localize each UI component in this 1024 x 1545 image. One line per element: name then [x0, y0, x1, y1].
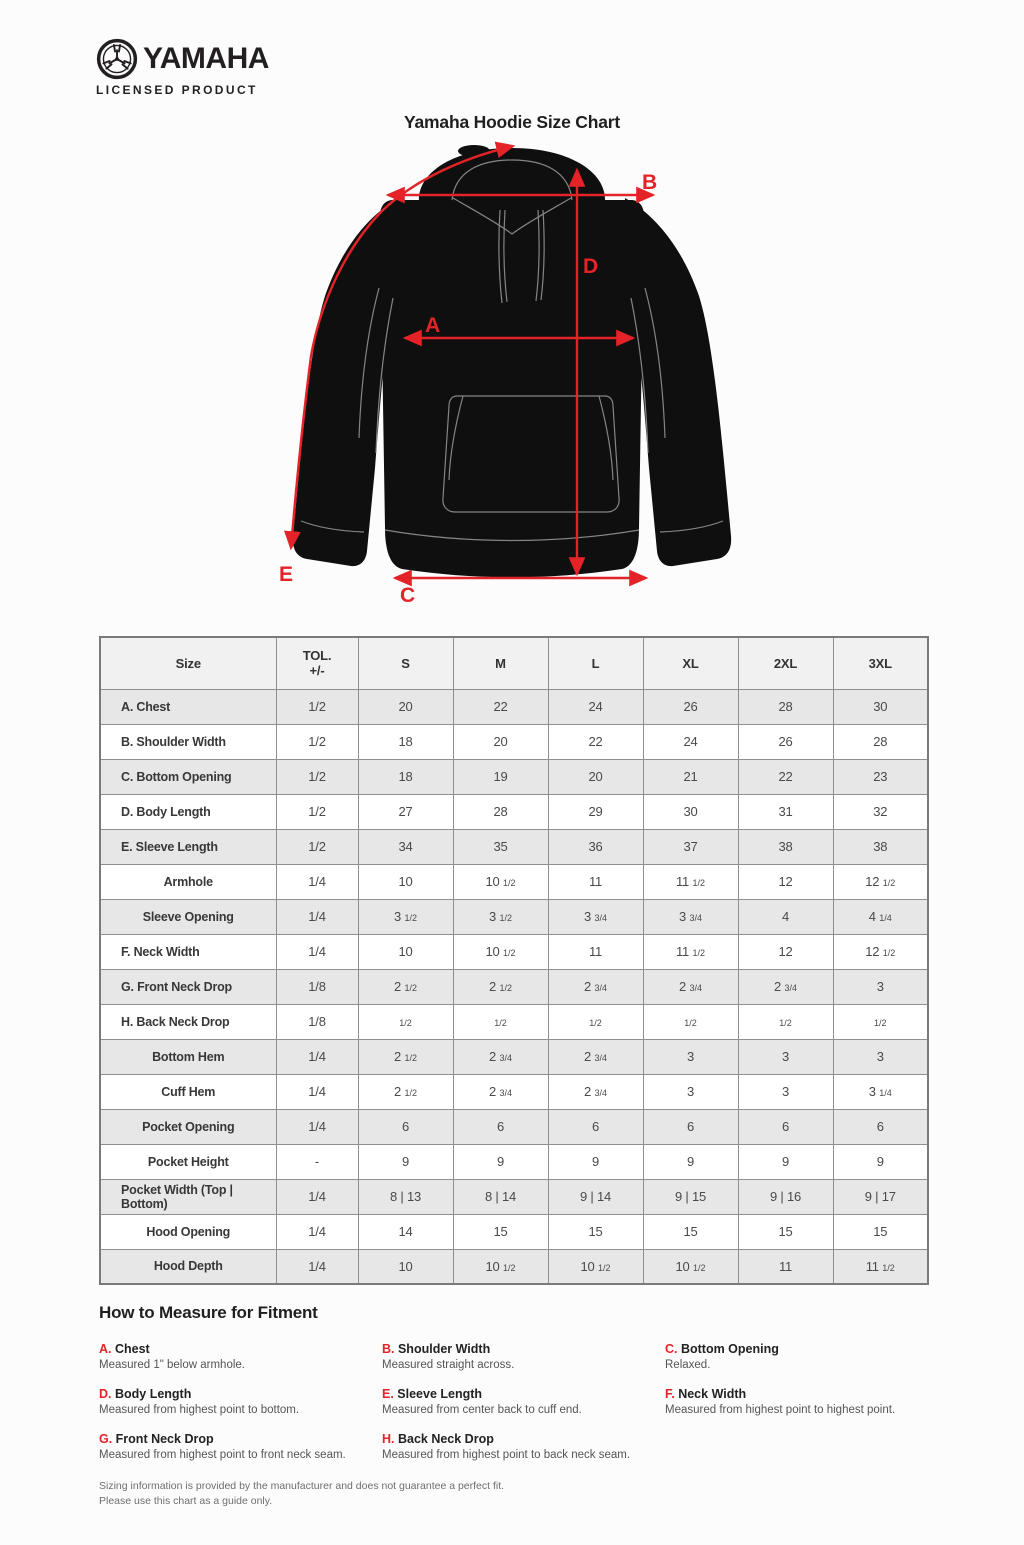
- size-value-cell: 8 | 13: [358, 1179, 453, 1214]
- size-value-cell: 6: [833, 1109, 928, 1144]
- licensed-product-label: LICENSED PRODUCT: [96, 83, 258, 97]
- size-value-cell: 24: [548, 689, 643, 724]
- size-value-cell: 6: [548, 1109, 643, 1144]
- measure-item-description: Measured from highest point to front neck seam.: [99, 1449, 346, 1461]
- fraction-value: 1/2: [882, 1262, 895, 1273]
- fraction-value: 1/2: [404, 913, 417, 923]
- measure-item-title: F. Neck Width: [665, 1387, 747, 1401]
- size-value-cell: 27: [358, 794, 453, 829]
- how-to-measure-section: [99, 1303, 959, 1463]
- measure-item-description: Measured from center back to cuff end.: [382, 1404, 582, 1416]
- size-value-cell: 2 1/2: [358, 1039, 453, 1074]
- disclaimer-line-1: Sizing information is provided by the manufacturer and does not guarantee a perfect fit.: [99, 1480, 505, 1492]
- measure-item-title: A. Chest: [99, 1342, 150, 1356]
- measure-item-letter: E.: [382, 1387, 394, 1401]
- size-value-cell: 3: [643, 1074, 738, 1109]
- size-table-body: [100, 689, 928, 1284]
- measure-item-title: D. Body Length: [99, 1387, 192, 1401]
- fraction-value: 1/2: [692, 948, 706, 958]
- table-row: [100, 969, 928, 1004]
- size-value-cell: 3 1/4: [833, 1074, 928, 1109]
- size-value-cell: 15: [738, 1214, 833, 1249]
- size-value-cell: 11: [738, 1249, 833, 1284]
- size-value-cell: 28: [738, 689, 833, 724]
- row-label: Bottom Hem: [100, 1039, 276, 1074]
- tolerance-cell: -: [276, 1144, 358, 1179]
- size-value-cell: [548, 1004, 643, 1039]
- fraction-value: 1/2: [873, 1018, 887, 1028]
- size-value-cell: 2 3/4: [738, 969, 833, 1004]
- measure-item: [382, 1342, 665, 1373]
- size-value-cell: [738, 1004, 833, 1039]
- measure-item: [665, 1342, 948, 1373]
- table-row: [100, 899, 928, 934]
- fraction-value: 3/4: [594, 913, 607, 923]
- column-header: 3XL: [833, 637, 928, 689]
- row-label: Hood Opening: [100, 1214, 276, 1249]
- size-value-cell: 26: [643, 689, 738, 724]
- size-value-cell: 6: [643, 1109, 738, 1144]
- size-value-cell: [833, 1004, 928, 1039]
- size-value-cell: 12: [738, 864, 833, 899]
- measure-item-description: Measured 1" below armhole.: [99, 1359, 245, 1371]
- size-value-cell: 30: [833, 689, 928, 724]
- measure-item: [99, 1342, 382, 1373]
- size-table-header: [100, 637, 928, 689]
- size-value-cell: 23: [833, 759, 928, 794]
- section-heading: How to Measure for Fitment: [99, 1303, 318, 1322]
- fraction-value: 1/2: [882, 948, 896, 958]
- fraction-value: 3/4: [689, 913, 702, 923]
- diagram-label-a: A: [425, 314, 441, 337]
- tolerance-cell: 1/4: [276, 1249, 358, 1284]
- yamaha-logo: [96, 38, 269, 97]
- fraction-value: 1/2: [494, 1018, 507, 1028]
- fraction-value: 1/2: [779, 1018, 792, 1028]
- tolerance-cell: 1/8: [276, 1004, 358, 1039]
- measure-item-title: H. Back Neck Drop: [382, 1432, 494, 1446]
- size-value-cell: 11 1/2: [643, 934, 738, 969]
- measure-item-letter: F.: [665, 1387, 675, 1401]
- size-value-cell: 21: [643, 759, 738, 794]
- size-value-cell: 15: [453, 1214, 548, 1249]
- measure-item-title: C. Bottom Opening: [665, 1342, 779, 1356]
- size-value-cell: 20: [358, 689, 453, 724]
- size-value-cell: 34: [358, 829, 453, 864]
- size-value-cell: 3 1/2: [358, 899, 453, 934]
- size-value-cell: 3: [643, 1039, 738, 1074]
- size-value-cell: 11: [548, 864, 643, 899]
- tolerance-cell: 1/4: [276, 1179, 358, 1214]
- row-label: E. Sleeve Length: [100, 829, 276, 864]
- size-value-cell: 10: [358, 1249, 453, 1284]
- page-title: Yamaha Hoodie Size Chart: [404, 112, 620, 132]
- measure-item-description: Measured straight across.: [382, 1359, 515, 1371]
- row-label: D. Body Length: [100, 794, 276, 829]
- size-value-cell: 9 | 14: [548, 1179, 643, 1214]
- size-value-cell: 19: [453, 759, 548, 794]
- size-value-cell: 10 1/2: [643, 1249, 738, 1284]
- size-value-cell: 3: [833, 1039, 928, 1074]
- fraction-value: 1/2: [502, 878, 516, 888]
- size-value-cell: 20: [548, 759, 643, 794]
- size-value-cell: 6: [453, 1109, 548, 1144]
- size-value-cell: 26: [738, 724, 833, 759]
- size-value-cell: 2 3/4: [453, 1074, 548, 1109]
- fraction-value: 1/2: [692, 1262, 706, 1273]
- size-value-cell: 36: [548, 829, 643, 864]
- size-value-cell: 10 1/2: [453, 1249, 548, 1284]
- row-label: A. Chest: [100, 689, 276, 724]
- measure-item-letter: C.: [665, 1342, 678, 1356]
- size-value-cell: 32: [833, 794, 928, 829]
- measure-item-letter: H.: [382, 1432, 395, 1446]
- row-label: B. Shoulder Width: [100, 724, 276, 759]
- size-value-cell: 2 3/4: [548, 969, 643, 1004]
- size-value-cell: 12 1/2: [833, 934, 928, 969]
- tolerance-cell: 1/4: [276, 899, 358, 934]
- column-header: XL: [643, 637, 738, 689]
- size-value-cell: 18: [358, 759, 453, 794]
- size-value-cell: 15: [548, 1214, 643, 1249]
- size-value-cell: 15: [643, 1214, 738, 1249]
- size-value-cell: 14: [358, 1214, 453, 1249]
- tolerance-cell: 1/2: [276, 724, 358, 759]
- size-value-cell: 3 1/2: [453, 899, 548, 934]
- fraction-value: 1/4: [879, 913, 892, 923]
- fraction-value: 1/2: [684, 1018, 697, 1028]
- footer-disclaimer: [99, 1479, 504, 1509]
- size-value-cell: 28: [453, 794, 548, 829]
- size-value-cell: 9: [738, 1144, 833, 1179]
- size-value-cell: 4 1/4: [833, 899, 928, 934]
- size-value-cell: 12: [738, 934, 833, 969]
- fraction-value: 1/2: [404, 983, 417, 993]
- fraction-value: 1/2: [589, 1018, 602, 1028]
- size-value-cell: 38: [833, 829, 928, 864]
- table-row: [100, 864, 928, 899]
- size-value-cell: 2 3/4: [453, 1039, 548, 1074]
- row-label: Pocket Opening: [100, 1109, 276, 1144]
- size-value-cell: 28: [833, 724, 928, 759]
- table-row: [100, 1074, 928, 1109]
- fraction-value: 3/4: [594, 1053, 607, 1063]
- yamaha-tuning-fork-icon: [96, 38, 138, 80]
- fraction-value: 1/2: [692, 878, 706, 888]
- size-value-cell: 22: [453, 689, 548, 724]
- measure-item-title: B. Shoulder Width: [382, 1342, 491, 1356]
- size-value-cell: 18: [358, 724, 453, 759]
- fraction-value: 3/4: [784, 983, 797, 993]
- fraction-value: 1/2: [502, 948, 516, 958]
- table-row: [100, 934, 928, 969]
- size-value-cell: 9: [833, 1144, 928, 1179]
- measure-item: [99, 1432, 382, 1463]
- size-value-cell: 29: [548, 794, 643, 829]
- tolerance-cell: 1/2: [276, 689, 358, 724]
- fraction-value: 1/2: [597, 1262, 611, 1273]
- table-row: [100, 1179, 928, 1214]
- size-value-cell: 10: [358, 934, 453, 969]
- size-value-cell: 11 1/2: [833, 1249, 928, 1284]
- row-label: H. Back Neck Drop: [100, 1004, 276, 1039]
- size-value-cell: 10 1/2: [453, 864, 548, 899]
- column-header: L: [548, 637, 643, 689]
- table-row: [100, 1004, 928, 1039]
- size-value-cell: 37: [643, 829, 738, 864]
- size-value-cell: 10: [358, 864, 453, 899]
- hoodie-diagram-svg: [267, 138, 757, 612]
- size-value-cell: 30: [643, 794, 738, 829]
- size-value-cell: 9 | 15: [643, 1179, 738, 1214]
- measure-item-letter: D.: [99, 1387, 112, 1401]
- table-row: [100, 829, 928, 864]
- size-value-cell: 2 1/2: [358, 1074, 453, 1109]
- fraction-value: 3/4: [499, 1088, 512, 1098]
- size-value-cell: 8 | 14: [453, 1179, 548, 1214]
- column-header: Size: [100, 637, 276, 689]
- measure-item-letter: B.: [382, 1342, 395, 1356]
- size-value-cell: [643, 1004, 738, 1039]
- size-value-cell: 6: [738, 1109, 833, 1144]
- fraction-value: 1/4: [879, 1088, 892, 1098]
- row-label: Cuff Hem: [100, 1074, 276, 1109]
- size-value-cell: [453, 1004, 548, 1039]
- tolerance-cell: 1/2: [276, 759, 358, 794]
- row-label: C. Bottom Opening: [100, 759, 276, 794]
- fraction-value: 3/4: [689, 983, 702, 993]
- size-value-cell: 4: [738, 899, 833, 934]
- table-row: [100, 1109, 928, 1144]
- brand-wordmark: YAMAHA: [143, 42, 269, 75]
- size-value-cell: 11 1/2: [643, 864, 738, 899]
- column-header: TOL. +/-: [276, 637, 358, 689]
- size-value-cell: 31: [738, 794, 833, 829]
- measure-item: [382, 1432, 665, 1463]
- size-value-cell: 6: [358, 1109, 453, 1144]
- diagram-label-b: B: [642, 171, 658, 194]
- size-value-cell: 12 1/2: [833, 864, 928, 899]
- table-row: [100, 1249, 928, 1284]
- size-value-cell: 2 3/4: [548, 1039, 643, 1074]
- size-chart-table: [99, 636, 929, 1285]
- diagram-label-c: C: [400, 584, 416, 607]
- measure-item-letter: G.: [99, 1432, 113, 1446]
- size-value-cell: 3: [738, 1074, 833, 1109]
- row-label: Hood Depth: [100, 1249, 276, 1284]
- size-value-cell: 35: [453, 829, 548, 864]
- size-value-cell: 38: [738, 829, 833, 864]
- size-value-cell: 10 1/2: [548, 1249, 643, 1284]
- tolerance-cell: 1/4: [276, 934, 358, 969]
- column-header: M: [453, 637, 548, 689]
- fraction-value: 1/2: [404, 1088, 417, 1098]
- fraction-value: 1/2: [404, 1053, 417, 1063]
- measure-items-grid: [99, 1342, 959, 1463]
- table-row: [100, 724, 928, 759]
- size-value-cell: 10 1/2: [453, 934, 548, 969]
- measure-item-description: Measured from highest point to bottom.: [99, 1404, 300, 1416]
- size-value-cell: 9: [643, 1144, 738, 1179]
- fraction-value: 3/4: [499, 1053, 512, 1063]
- size-value-cell: 3 3/4: [643, 899, 738, 934]
- fraction-value: 1/2: [399, 1018, 412, 1028]
- tolerance-cell: 1/4: [276, 1214, 358, 1249]
- disclaimer-line-2: Please use this chart as a guide only.: [99, 1495, 273, 1507]
- size-value-cell: [358, 1004, 453, 1039]
- diagram-label-e: E: [279, 563, 294, 586]
- size-value-cell: 11: [548, 934, 643, 969]
- header-row: [100, 637, 928, 689]
- diagram-label-d: D: [583, 255, 599, 278]
- tolerance-cell: 1/8: [276, 969, 358, 1004]
- size-value-cell: 3: [738, 1039, 833, 1074]
- size-value-cell: 15: [833, 1214, 928, 1249]
- size-value-cell: 22: [738, 759, 833, 794]
- row-label: Pocket Height: [100, 1144, 276, 1179]
- row-label: Armhole: [100, 864, 276, 899]
- size-value-cell: 24: [643, 724, 738, 759]
- measure-item: [99, 1387, 382, 1418]
- measure-item-letter: A.: [99, 1342, 112, 1356]
- tolerance-cell: 1/2: [276, 794, 358, 829]
- hoodie-silhouette: [293, 145, 731, 577]
- table-row: [100, 794, 928, 829]
- table-row: [100, 1144, 928, 1179]
- column-header: S: [358, 637, 453, 689]
- size-value-cell: 2 3/4: [643, 969, 738, 1004]
- table-row: [100, 759, 928, 794]
- size-value-cell: 9: [358, 1144, 453, 1179]
- table-row: [100, 689, 928, 724]
- measure-item-description: Measured from highest point to back neck seam.: [382, 1449, 631, 1461]
- hoodie-measurement-diagram: [267, 138, 757, 612]
- size-value-cell: 2 3/4: [548, 1074, 643, 1109]
- size-value-cell: 22: [548, 724, 643, 759]
- row-label: Pocket Width (Top | Bottom): [100, 1179, 276, 1214]
- table-row: [100, 1214, 928, 1249]
- table-row: [100, 1039, 928, 1074]
- size-value-cell: 20: [453, 724, 548, 759]
- tolerance-cell: 1/4: [276, 864, 358, 899]
- row-label: F. Neck Width: [100, 934, 276, 969]
- row-label: G. Front Neck Drop: [100, 969, 276, 1004]
- tolerance-cell: 1/4: [276, 1109, 358, 1144]
- row-label: Sleeve Opening: [100, 899, 276, 934]
- tolerance-cell: 1/4: [276, 1039, 358, 1074]
- fraction-value: 1/2: [882, 878, 896, 888]
- measure-item-description: Relaxed.: [665, 1359, 711, 1371]
- size-value-cell: 9 | 17: [833, 1179, 928, 1214]
- size-value-cell: 3 3/4: [548, 899, 643, 934]
- size-value-cell: 2 1/2: [453, 969, 548, 1004]
- measure-item-title: E. Sleeve Length: [382, 1387, 483, 1401]
- measure-item: [665, 1387, 948, 1418]
- size-value-cell: 9: [453, 1144, 548, 1179]
- tolerance-cell: 1/4: [276, 1074, 358, 1109]
- fraction-value: 1/2: [499, 913, 512, 923]
- measure-item: [382, 1387, 665, 1418]
- fraction-value: 3/4: [594, 983, 607, 993]
- fraction-value: 1/2: [502, 1262, 516, 1273]
- fraction-value: 3/4: [594, 1088, 607, 1098]
- size-value-cell: 3: [833, 969, 928, 1004]
- measure-item-description: Measured from highest point to highest point.: [665, 1404, 896, 1416]
- measure-item-title: G. Front Neck Drop: [99, 1432, 214, 1446]
- tolerance-cell: 1/2: [276, 829, 358, 864]
- size-value-cell: 2 1/2: [358, 969, 453, 1004]
- size-value-cell: 9: [548, 1144, 643, 1179]
- size-value-cell: 9 | 16: [738, 1179, 833, 1214]
- fraction-value: 1/2: [499, 983, 512, 993]
- column-header: 2XL: [738, 637, 833, 689]
